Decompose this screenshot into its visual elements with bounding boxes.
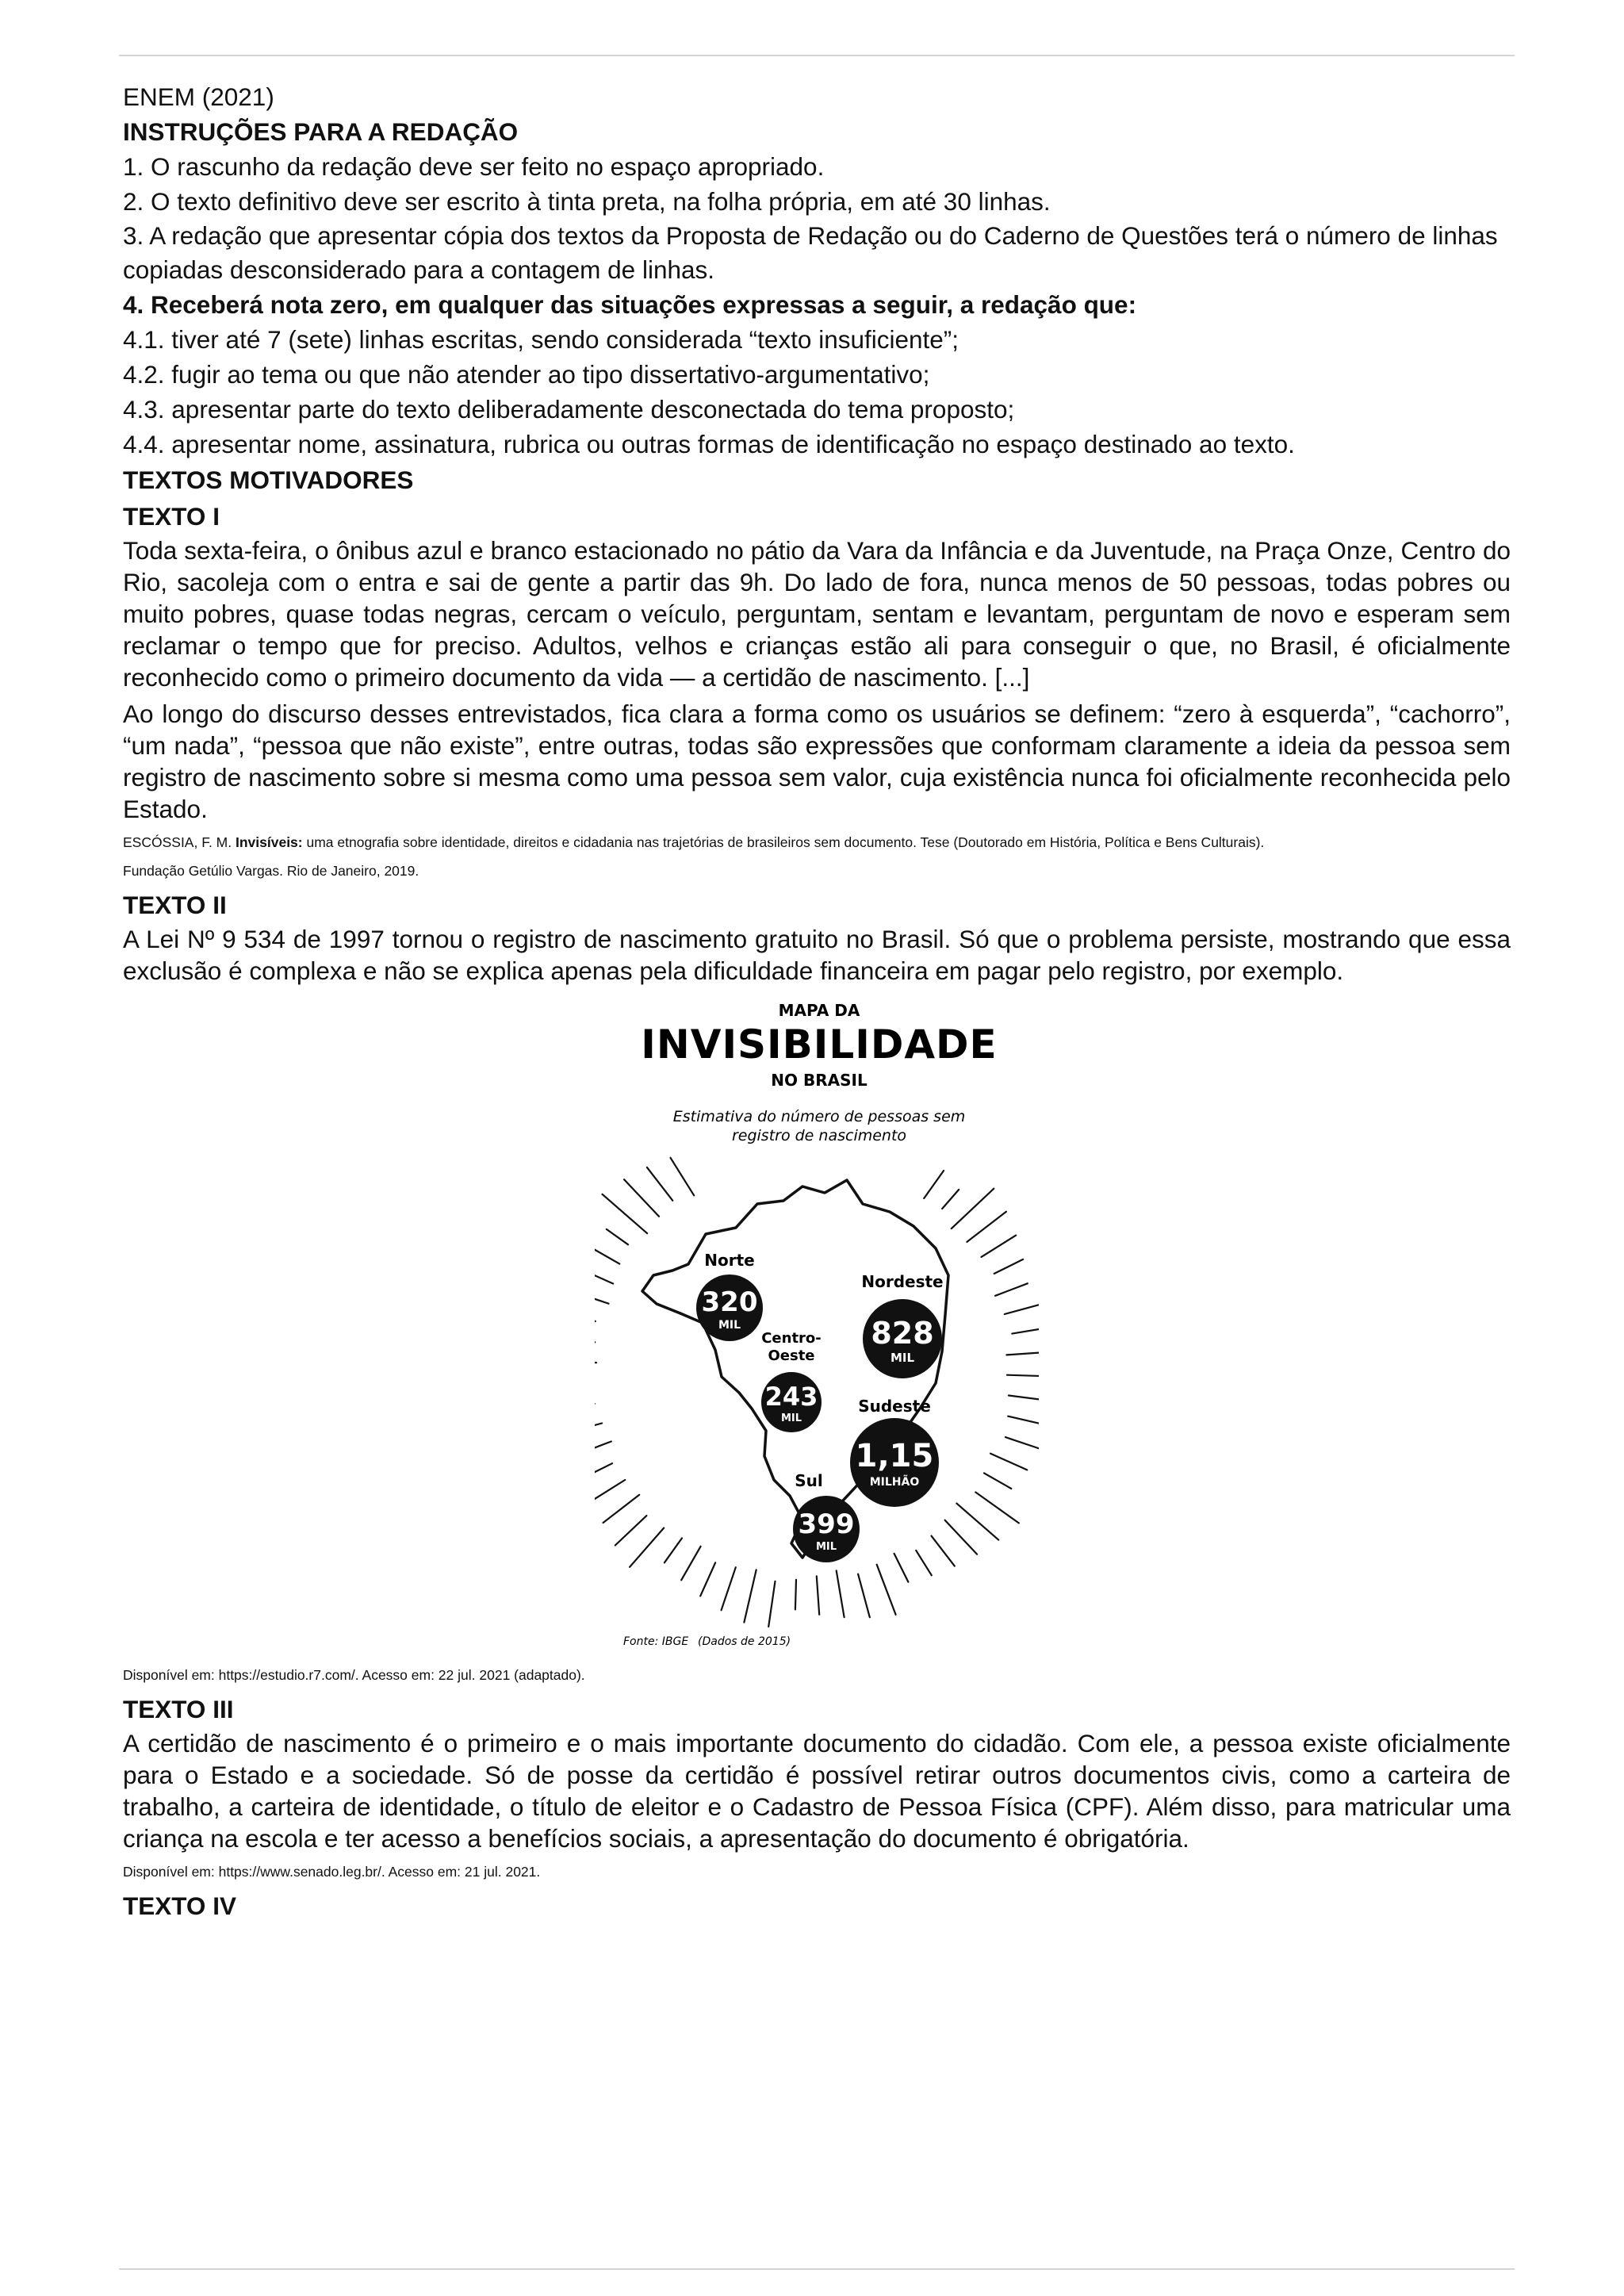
- ray-line: [681, 1547, 700, 1581]
- section-title: TEXTOS MOTIVADORES: [123, 466, 414, 494]
- ray-line: [603, 1194, 648, 1233]
- citation-title: Invisíveis:: [235, 834, 303, 850]
- citation-rest: uma etnografia sobre identidade, direitos e cidadania nas trajetórias de brasileiros sem documento. Tese (Doutorado em História, Política e Bens Culturais).: [302, 834, 1265, 850]
- ray-line: [952, 1189, 994, 1228]
- ray-line: [945, 1520, 978, 1554]
- ray-line: [624, 1179, 659, 1217]
- exam-header: ENEM (2021): [123, 82, 274, 111]
- map-title-main: INVISIBILIDADE: [641, 1022, 998, 1068]
- ray-line: [603, 1495, 640, 1523]
- ray-line: [990, 1454, 1027, 1470]
- ray-line: [671, 1158, 695, 1196]
- ray-line: [975, 1493, 1019, 1524]
- region-centro-oeste-unit: MIL: [780, 1412, 802, 1424]
- region-sul-label: Sul: [795, 1471, 823, 1490]
- ray-line: [595, 1247, 619, 1264]
- region-centro-oeste-label-1: Centro-: [761, 1330, 822, 1347]
- ray-line: [837, 1570, 845, 1617]
- ray-line: [967, 1212, 1006, 1242]
- map-data-year: (Dados de 2015): [698, 1635, 791, 1648]
- ray-line: [984, 1473, 1011, 1489]
- texto1-paragraph-2: Ao longo do discurso desses entrevistados, fica clara a forma como os usuários se definem: “zero à esquerda”, “cachorro”, “um nada”, “pessoa que não existe”, entre outras, todas são expressões que conformam claramente a ideia da pessoa sem registro de nascimento sobre si mesma como uma pessoa sem valor, cuja existência nunca foi oficialmente reconhecida pelo Estado.: [123, 700, 1511, 823]
- ray-line: [894, 1554, 909, 1582]
- ray-line: [994, 1259, 1023, 1274]
- texto2-citation: Disponível em: https://estudio.r7.com/. Acesso em: 22 jul. 2021 (adaptado).: [123, 1667, 585, 1683]
- texto2-title: TEXTO II: [123, 891, 227, 919]
- region-nordeste-value: 828: [871, 1316, 934, 1351]
- texto1-citation: [123, 830, 1511, 855]
- texto3-title: TEXTO III: [123, 1695, 234, 1723]
- texto1-title: TEXTO I: [123, 502, 220, 531]
- ray-line: [1006, 1351, 1039, 1355]
- ray-line: [647, 1167, 672, 1201]
- instruction-4: 4. Receberá nota zero, em qualquer das situações expressas a seguir, a redação que:: [123, 290, 1137, 319]
- texto1-citation-line2: Fundação Getúlio Vargas. Rio de Janeiro, 2019.: [123, 863, 419, 879]
- texto4-title: TEXTO IV: [123, 1892, 236, 1920]
- map-title-top: MAPA DA: [778, 1001, 860, 1020]
- ray-line: [982, 1236, 1017, 1257]
- ray-line: [595, 1266, 613, 1284]
- texto2-paragraph-1: A Lei Nº 9 534 de 1997 tornou o registro de nascimento gratuito no Brasil. Só que o problema persiste, mostrando que essa exclusão é complexa e não se explica apenas pela dificuldade financeira em pagar pelo registro, por exemplo.: [123, 925, 1511, 985]
- ray-line: [1009, 1396, 1039, 1403]
- instructions-title: INSTRUÇÕES PARA A REDAÇÃO: [123, 117, 519, 146]
- map-subtitle-1: Estimativa do número de pessoas sem: [672, 1108, 966, 1125]
- top-divider: [119, 55, 1515, 56]
- map-source: Fonte: IBGE: [623, 1635, 689, 1648]
- region-sudeste-value: 1,15: [855, 1438, 934, 1474]
- ray-line: [595, 1480, 625, 1500]
- ray-line: [615, 1516, 647, 1545]
- map-title-sub: NO BRASIL: [771, 1071, 868, 1090]
- brazil-map-illustration: [595, 996, 1039, 1654]
- instruction-2: 2. O texto definitivo deve ser escrito à tinta preta, na folha própria, em até 30 linhas.: [123, 187, 1051, 216]
- ray-line: [942, 1190, 959, 1209]
- instruction-4-1: 4.1. tiver até 7 (sete) linhas escritas, sendo considerada “texto insuficiente”;: [123, 325, 959, 354]
- exam-document: [123, 79, 1511, 1924]
- bottom-divider: [119, 2268, 1515, 2270]
- ray-line: [858, 1574, 870, 1618]
- ray-line: [877, 1565, 896, 1615]
- invisibility-map-figure: [123, 996, 1511, 1654]
- ray-line: [607, 1229, 628, 1244]
- region-nordeste-label: Nordeste: [861, 1272, 944, 1291]
- texto3-paragraph-1: A certidão de nascimento é o primeiro e o mais importante documento do cidadão. Com ele, a pessoa existe oficialmente para o Estado e a sociedade. Só de posse da certidão é possível retirar outros documentos civis, como a carteira de trabalho, a carteira de identidade, o título de eleitor e o Cadastro de Pessoa Física (CPF). Além disso, para matricular uma criança na escola e ter acesso a benefícios sociais, a apresentação do documento é obrigatória.: [123, 1729, 1511, 1853]
- citation-author: ESCÓSSIA, F. M.: [123, 834, 236, 850]
- ray-line: [795, 1580, 796, 1610]
- ray-line: [1005, 1437, 1039, 1449]
- ray-line: [956, 1504, 998, 1540]
- instruction-3a: 3. A redação que apresentar cópia dos textos da Proposta de Redação ou do Caderno de Questões terá o número de linhas: [123, 221, 1498, 250]
- ray-line: [924, 1171, 944, 1198]
- map-subtitle-2: registro de nascimento: [731, 1127, 907, 1144]
- ray-line: [817, 1576, 819, 1614]
- texto1-paragraph-1: Toda sexta-feira, o ônibus azul e branco estacionado no pátio da Vara da Infância e da Juventude, na Praça Onze, Centro do Rio, sacoleja com o entra e sai de gente a partir das 9h. Do lado de fora, nunca menos de 50 pessoas, todas pobres ou muito pobres, quase todas negras, cercam o veículo, perguntam, sentam e levantam, perguntam de novo e esperam sem reclamar o tempo que for preciso. Adultos, velhos e crianças estão ali para conseguir o que, no Brasil, é oficialmente reconhecido como o primeiro documento da vida — a certidão de nascimento. [...]: [123, 536, 1511, 692]
- ray-line: [595, 1362, 596, 1363]
- instruction-4-4: 4.4. apresentar nome, assinatura, rubrica ou outras formas de identificação no espaço destinado ao texto.: [123, 430, 1295, 458]
- region-sudeste-unit: MILHÃO: [869, 1476, 920, 1489]
- ray-line: [595, 1424, 602, 1437]
- region-sudeste-label: Sudeste: [858, 1397, 931, 1416]
- ray-line: [700, 1562, 715, 1596]
- region-sul-value: 399: [798, 1508, 855, 1540]
- ray-line: [768, 1581, 775, 1627]
- instruction-4-2: 4.2. fugir ao tema ou que não atender ao tipo dissertativo-argumentativo;: [123, 360, 930, 389]
- ray-line: [1005, 1299, 1039, 1314]
- ray-line: [595, 1287, 609, 1304]
- region-nordeste-unit: MIL: [890, 1351, 915, 1365]
- ray-line: [722, 1567, 736, 1610]
- ray-line: [595, 1442, 611, 1463]
- region-centro-oeste-value: 243: [764, 1382, 818, 1412]
- ray-line: [1007, 1375, 1039, 1376]
- ray-line: [744, 1570, 756, 1622]
- instruction-3b: copiadas desconsiderado para a contagem de linhas.: [123, 255, 715, 284]
- ray-line: [1008, 1416, 1039, 1427]
- region-norte-label: Norte: [704, 1251, 755, 1270]
- instruction-4-3: 4.3. apresentar parte do texto deliberadamente desconectada do tema proposto;: [123, 395, 1015, 424]
- ray-line: [595, 1463, 612, 1476]
- ray-line: [630, 1528, 664, 1567]
- texto3-citation: Disponível em: https://www.senado.leg.br/. Acesso em: 21 jul. 2021.: [123, 1864, 541, 1880]
- ray-line: [916, 1550, 932, 1575]
- ray-line: [595, 1310, 596, 1321]
- region-sul-unit: MIL: [815, 1541, 837, 1553]
- region-norte-unit: MIL: [718, 1319, 741, 1332]
- region-centro-oeste-label-2: Oeste: [768, 1347, 815, 1364]
- ray-line: [665, 1538, 682, 1562]
- ray-line: [932, 1536, 955, 1566]
- ray-line: [1012, 1326, 1039, 1334]
- region-norte-value: 320: [701, 1286, 758, 1318]
- instruction-1: 1. O rascunho da redação deve ser feito no espaço apropriado.: [123, 152, 825, 181]
- ray-line: [995, 1283, 1028, 1296]
